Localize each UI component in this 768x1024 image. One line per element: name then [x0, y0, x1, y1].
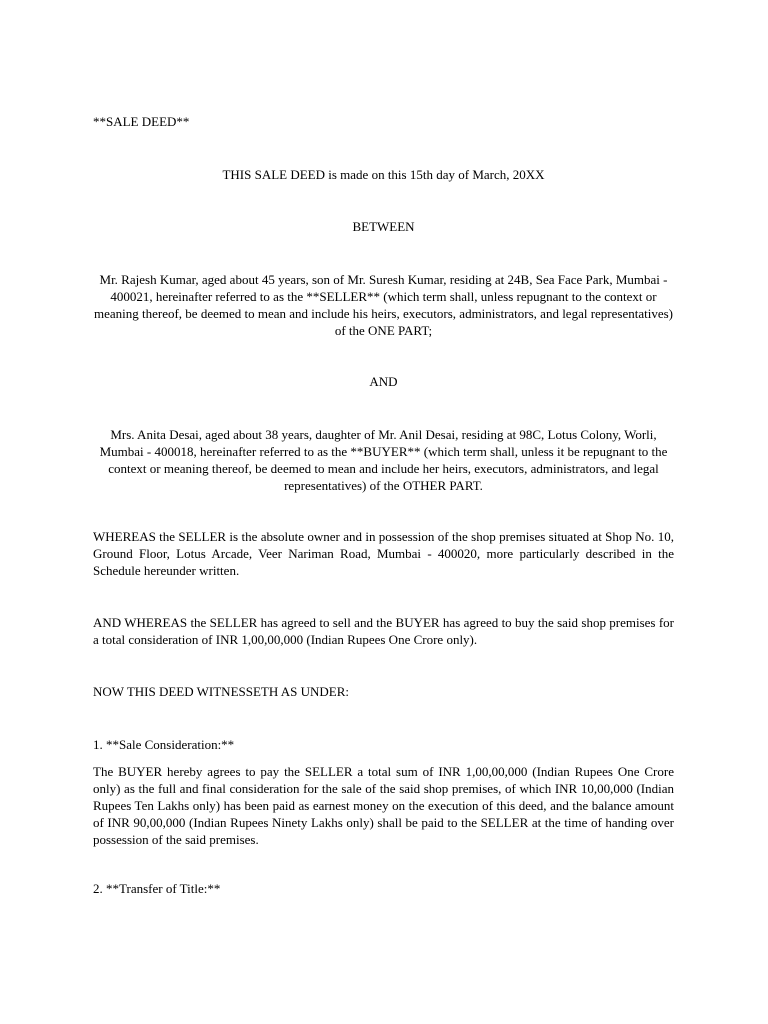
between-heading: BETWEEN	[352, 219, 415, 234]
intro-line: THIS SALE DEED is made on this 15th day of March, 20XX	[222, 167, 545, 182]
seller-party-paragraph: Mr. Rajesh Kumar, aged about 45 years, son of Mr. Suresh Kumar, residing at 24B, Sea Face Park, Mumbai - 400021, hereinafter referred to as the **SELLER** (which term shall, unless repugnant to the context or meaning thereof, be deemed to mean and include his heirs, executors, administrators, and legal representatives) of the ONE PART;	[93, 272, 673, 338]
whereas-paragraph-2: AND WHEREAS the SELLER has agreed to sell and the BUYER has agreed to buy the said shop premises for a total consideration of INR 1,00,00,000 (Indian Rupees One Crore only).	[93, 615, 674, 647]
section-1-heading: 1. **Sale Consideration:**	[93, 737, 235, 752]
section-2-heading: 2. **Transfer of Title:**	[93, 881, 221, 896]
whereas-paragraph-1: WHEREAS the SELLER is the absolute owner and in possession of the shop premises situated at Shop No. 10, Ground Floor, Lotus Arcade, Veer Nariman Road, Mumbai - 400020, more particularly described in the Schedule hereunder written.	[93, 529, 674, 578]
section-1-body: The BUYER hereby agrees to pay the SELLER a total sum of INR 1,00,00,000 (Indian Rupees One Crore only) as the full and final consideration for the sale of the said shop premises, of which INR 10,00,000 (Indian Rupees Ten Lakhs only) has been paid as earnest money on the execution of this deed, and the balance amount of INR 90,00,000 (Indian Rupees Ninety Lakhs only) shall be paid to the SELLER at the time of handing over possession of the said premises.	[93, 764, 674, 847]
buyer-party-paragraph: Mrs. Anita Desai, aged about 38 years, daughter of Mr. Anil Desai, residing at 98C, Lotus Colony, Worli, Mumbai - 400018, hereinafter referred to as the **BUYER** (which term shall, unless it be repugnant to the context or meaning thereof, be deemed to mean and include her heirs, executors, administrators, and legal representatives) of the OTHER PART.	[99, 427, 668, 493]
and-heading: AND	[369, 374, 398, 389]
document-title: **SALE DEED**	[93, 114, 190, 129]
witnesseth-heading: NOW THIS DEED WITNESSETH AS UNDER:	[93, 684, 350, 699]
